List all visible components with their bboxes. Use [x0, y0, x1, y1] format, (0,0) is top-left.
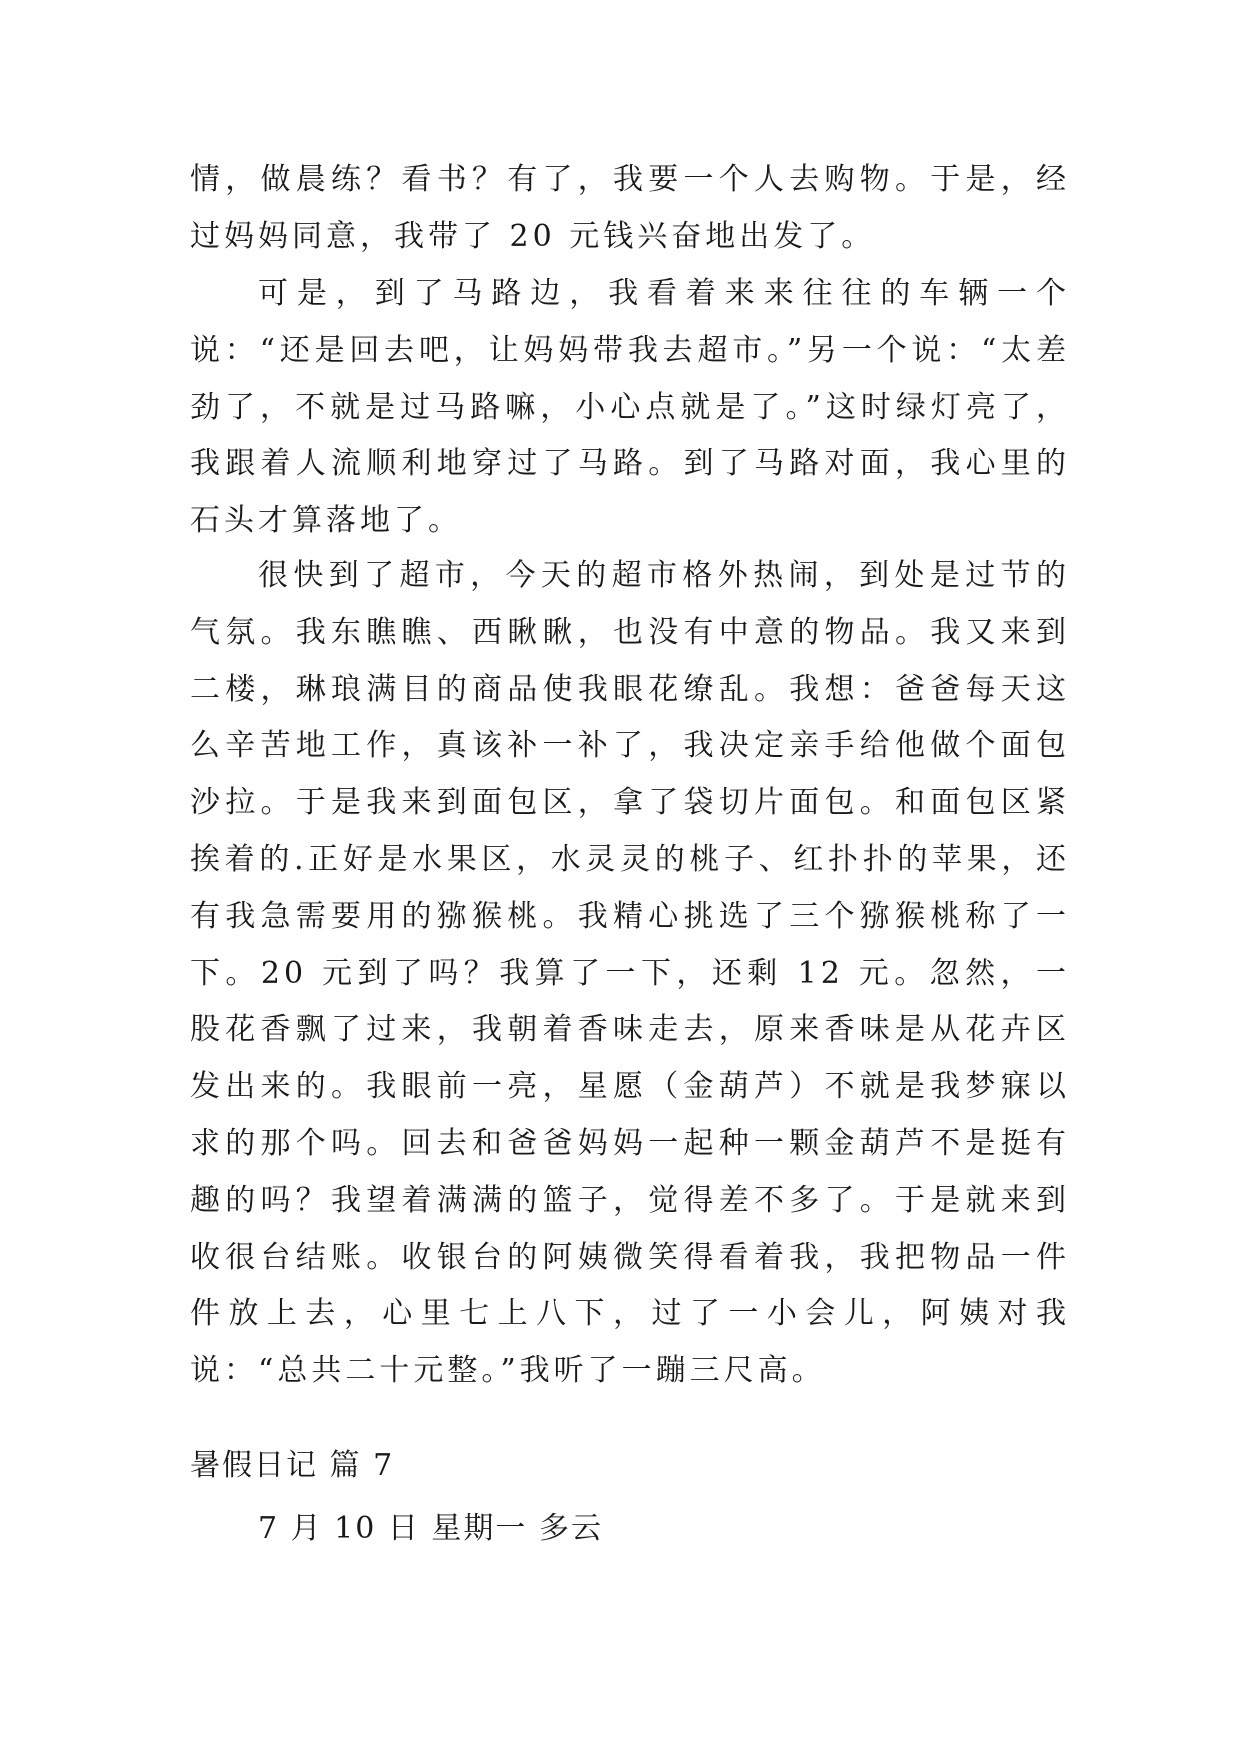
section-heading: 暑假日记 篇 7 [190, 1448, 395, 1483]
paragraph-supermarket: 很快到了超市，今天的超市格外热闹，到处是过节的气氛。我东瞧瞧、西瞅瞅，也没有中意的物品。我又来到二楼，琳琅满目的商品使我眼花缭乱。我想：爸爸每天这么辛苦地工作，真该补一补了，我决定亲手给他做个面包沙拉。于是我来到面包区，拿了袋切片面包。和面包区紧挨着的.正好是水果区，水灵灵的桃子、红扑扑的苹果，还有我急需要用的猕猴桃。我精心挑选了三个猕猴桃称了一下。20 元到了吗？我算了一下，还剩 12 元。忽然，一股花香飘了过来，我朝着香味走去，原来香味是从花卉区发出来的。我眼前一亮，星愿（金葫芦）不就是我梦寐以求的那个吗。回去和爸爸妈妈一起种一颗金葫芦不是挺有趣的吗？我望着满满的篮子，觉得差不多了。于是就来到收很台结账。收银台的阿姨微笑得看着我，我把物品一件件放上去，心里七上八下，过了一小会儿，阿姨对我说：“总共二十元整。”我听了一蹦三尺高。 [190, 558, 1070, 1389]
paragraph-crossing-road: 可是，到了马路边，我看着来来往往的车辆一个说：“还是回去吧，让妈妈带我去超市。”另一个说：“太差劲了，不就是过马路嘛，小心点就是了。”这时绿灯亮了，我跟着人流顺利地穿过了马路。到了马路对面，我心里的石头才算落地了。 [190, 276, 1070, 539]
paragraph-shopping-intro: 情，做晨练？看书？有了，我要一个人去购物。于是，经过妈妈同意，我带了 20 元钱兴奋地出发了。 [190, 162, 1070, 254]
diary-date-line: 7 月 10 日 星期一 多云 [258, 1511, 603, 1546]
